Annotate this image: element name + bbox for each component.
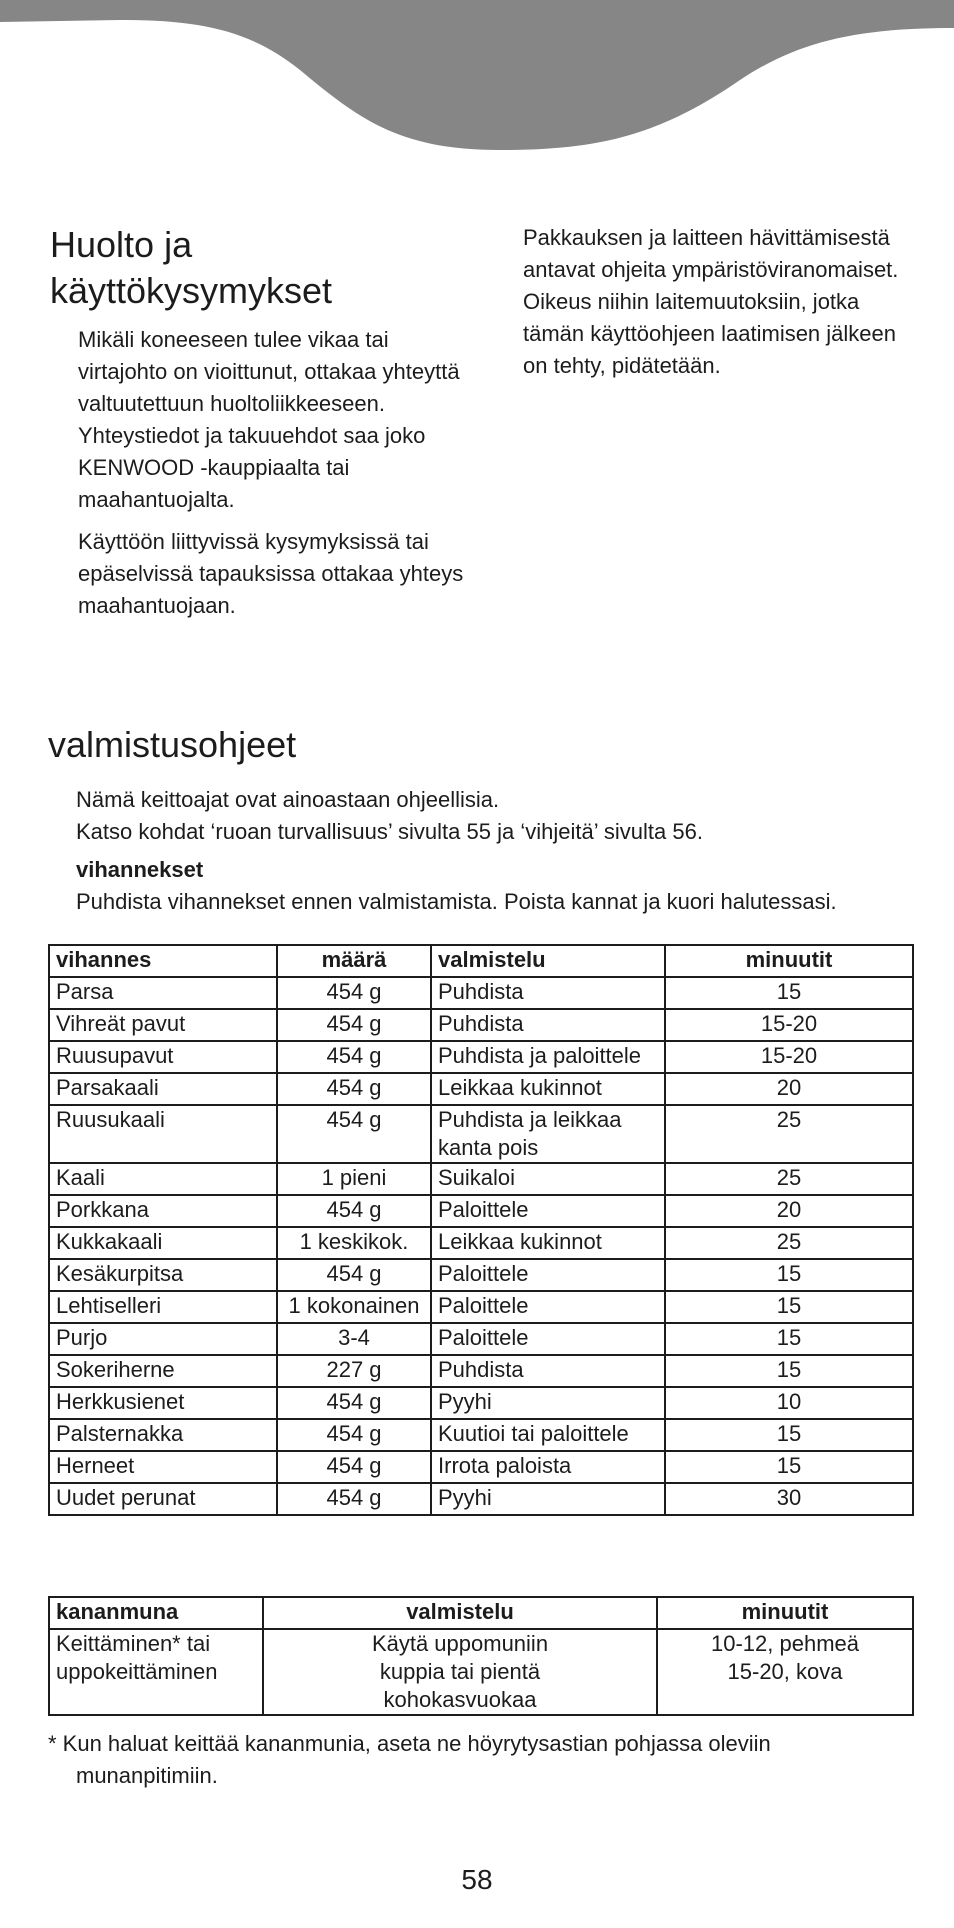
header-cell: valmistelu bbox=[431, 945, 665, 977]
title-line: käyttökysymykset bbox=[50, 270, 333, 311]
cell-line: Käytä uppomuniin bbox=[371, 1631, 549, 1656]
table-cell: Uudet perunat bbox=[49, 1483, 277, 1515]
table-cell: 454 g bbox=[277, 977, 431, 1009]
table-cell: Parsakaali bbox=[49, 1073, 277, 1105]
intro-line: Nämä keittoajat ovat ainoastaan ohjeellisia. bbox=[76, 787, 500, 812]
table-cell: 454 g bbox=[277, 1451, 431, 1483]
table-cell bbox=[263, 1629, 657, 1715]
table-row bbox=[49, 1009, 913, 1041]
table-cell: Kaali bbox=[49, 1163, 277, 1195]
table-cell: Purjo bbox=[49, 1323, 277, 1355]
table-cell bbox=[49, 1629, 263, 1715]
table-cell: 454 g bbox=[277, 1387, 431, 1419]
table-cell bbox=[657, 1629, 913, 1715]
table-cell: Ruusupavut bbox=[49, 1041, 277, 1073]
header-cell: minuutit bbox=[665, 945, 913, 977]
table-cell: 227 g bbox=[277, 1355, 431, 1387]
table-cell: Puhdista ja paloittele bbox=[431, 1041, 665, 1073]
table-row bbox=[49, 1451, 913, 1483]
table-cell: Pyyhi bbox=[431, 1483, 665, 1515]
footnote-line: * Kun haluat keittää kananmunia, aseta ne höyrytysastian pohjassa oleviin bbox=[48, 1731, 771, 1756]
table-cell: 15 bbox=[665, 1355, 913, 1387]
table-cell: Sokeriherne bbox=[49, 1355, 277, 1387]
questions-paragraph: Käyttöön liittyvissä kysymyksissä tai epäselvissä tapauksissa ottakaa yhteys maahantuojaan. bbox=[78, 529, 464, 618]
table-row bbox=[49, 1323, 913, 1355]
table-cell: 15-20 bbox=[665, 1041, 913, 1073]
vegetables-instruction: Puhdista vihannekset ennen valmistamista. Poista kannat ja kuori halutessasi. bbox=[76, 889, 837, 914]
table-cell: Paloittele bbox=[431, 1323, 665, 1355]
table-cell: Pyyhi bbox=[431, 1387, 665, 1419]
service-section bbox=[50, 222, 470, 632]
table-cell: 454 g bbox=[277, 1009, 431, 1041]
table-cell: Herneet bbox=[49, 1451, 277, 1483]
vegetable-table bbox=[48, 944, 914, 1516]
table-row bbox=[49, 977, 913, 1009]
table-cell: 15 bbox=[665, 977, 913, 1009]
header-cell: vihannes bbox=[49, 945, 277, 977]
table-cell: 454 g bbox=[277, 1483, 431, 1515]
table-cell: 25 bbox=[665, 1163, 913, 1195]
cooking-section bbox=[48, 722, 918, 918]
cell-line: uppokeittäminen bbox=[56, 1659, 218, 1684]
footnote-line: munanpitimiin. bbox=[76, 1763, 218, 1788]
table-cell: Suikaloi bbox=[431, 1163, 665, 1195]
table-row bbox=[49, 1163, 913, 1195]
header-wave-decoration bbox=[0, 0, 954, 160]
table-cell: Porkkana bbox=[49, 1195, 277, 1227]
table-cell: 10 bbox=[665, 1387, 913, 1419]
header-cell: minuutit bbox=[657, 1597, 913, 1629]
table-cell: Palsternakka bbox=[49, 1419, 277, 1451]
table-cell: 20 bbox=[665, 1073, 913, 1105]
service-paragraph: Mikäli koneeseen tulee vikaa tai virtajohto on vioittunut, ottakaa yhteyttä valtuutettuun huoltoliikkeeseen. Yhteystiedot ja takuuehdot saa joko KENWOOD -kauppiaalta tai maahantuojalta. bbox=[78, 327, 460, 512]
table-cell: Leikkaa kukinnot bbox=[431, 1073, 665, 1105]
cell-line: kuppia tai pientä bbox=[379, 1659, 541, 1684]
section-title-cooking: valmistusohjeet bbox=[48, 724, 297, 765]
header-cell: kananmuna bbox=[49, 1597, 263, 1629]
table-cell: 30 bbox=[665, 1483, 913, 1515]
header-cell: määrä bbox=[277, 945, 431, 977]
table-cell: Puhdista bbox=[431, 977, 665, 1009]
table-cell: 454 g bbox=[277, 1259, 431, 1291]
table-cell: 1 pieni bbox=[277, 1163, 431, 1195]
table-cell: Kukkakaali bbox=[49, 1227, 277, 1259]
table-cell: Kesäkurpitsa bbox=[49, 1259, 277, 1291]
egg-table bbox=[48, 1596, 914, 1716]
table-cell: Kuutioi tai paloittele bbox=[431, 1419, 665, 1451]
table-cell: 1 keskikok. bbox=[277, 1227, 431, 1259]
table-row bbox=[49, 1355, 913, 1387]
table-cell: 15 bbox=[665, 1323, 913, 1355]
table-cell: 15 bbox=[665, 1291, 913, 1323]
disposal-paragraph: Pakkauksen ja laitteen hävittämisestä antavat ohjeita ympäristöviranomaiset. bbox=[523, 225, 899, 282]
table-row bbox=[49, 1291, 913, 1323]
table-row bbox=[49, 1227, 913, 1259]
table-cell: Vihreät pavut bbox=[49, 1009, 277, 1041]
modification-paragraph: Oikeus niihin laitemuutoksiin, jotka tämän käyttöohjeen laatimisen jälkeen on tehty, pidätetään. bbox=[523, 289, 897, 378]
table-row bbox=[49, 1419, 913, 1451]
table-cell: Lehtiselleri bbox=[49, 1291, 277, 1323]
table-cell: Herkkusienet bbox=[49, 1387, 277, 1419]
intro-line: Katso kohdat ‘ruoan turvallisuus’ sivulta 55 ja ‘vihjeitä’ sivulta 56. bbox=[76, 819, 703, 844]
cell-line: kohokasvuokaa bbox=[383, 1687, 537, 1712]
cell-line: Keittäminen* tai bbox=[56, 1631, 211, 1656]
table-header-row bbox=[49, 1597, 913, 1629]
table-cell: 1 kokonainen bbox=[277, 1291, 431, 1323]
table-row bbox=[49, 1041, 913, 1073]
table-header-row bbox=[49, 945, 913, 977]
table-cell: 454 g bbox=[277, 1195, 431, 1227]
table-cell: 15-20 bbox=[665, 1009, 913, 1041]
table-cell: Leikkaa kukinnot bbox=[431, 1227, 665, 1259]
table-cell: Puhdista bbox=[431, 1355, 665, 1387]
table-cell: Puhdista bbox=[431, 1009, 665, 1041]
table-cell: Paloittele bbox=[431, 1259, 665, 1291]
table-cell: 15 bbox=[665, 1451, 913, 1483]
table-row bbox=[49, 1195, 913, 1227]
vegetables-subheading: vihannekset bbox=[76, 857, 204, 882]
table-row bbox=[49, 1483, 913, 1515]
table-cell: 15 bbox=[665, 1259, 913, 1291]
table-row bbox=[49, 1105, 913, 1163]
table-cell: 454 g bbox=[277, 1073, 431, 1105]
section-title-service bbox=[50, 222, 470, 314]
table-cell: 454 g bbox=[277, 1105, 431, 1163]
table-cell: 25 bbox=[665, 1227, 913, 1259]
table-cell: Irrota paloista bbox=[431, 1451, 665, 1483]
disposal-section bbox=[523, 222, 923, 382]
table-cell: 15 bbox=[665, 1419, 913, 1451]
table-row bbox=[49, 1387, 913, 1419]
table-row bbox=[49, 1259, 913, 1291]
header-cell: valmistelu bbox=[263, 1597, 657, 1629]
table-cell: 25 bbox=[665, 1105, 913, 1163]
table-cell: 20 bbox=[665, 1195, 913, 1227]
table-row bbox=[49, 1629, 913, 1715]
table-cell: Parsa bbox=[49, 977, 277, 1009]
table-cell: Paloittele bbox=[431, 1195, 665, 1227]
table-cell: Paloittele bbox=[431, 1291, 665, 1323]
table-cell: 454 g bbox=[277, 1419, 431, 1451]
cell-line: 15-20, kova bbox=[727, 1659, 843, 1684]
title-line: Huolto ja bbox=[50, 224, 193, 265]
footnote bbox=[48, 1728, 908, 1792]
cell-line: 10-12, pehmeä bbox=[711, 1631, 859, 1656]
table-cell: 454 g bbox=[277, 1041, 431, 1073]
table-cell: 3-4 bbox=[277, 1323, 431, 1355]
table-row bbox=[49, 1073, 913, 1105]
table-cell: Ruusukaali bbox=[49, 1105, 277, 1163]
page-number: 58 bbox=[461, 1864, 493, 1895]
table-cell: Puhdista ja leikkaa kanta pois bbox=[431, 1105, 665, 1163]
